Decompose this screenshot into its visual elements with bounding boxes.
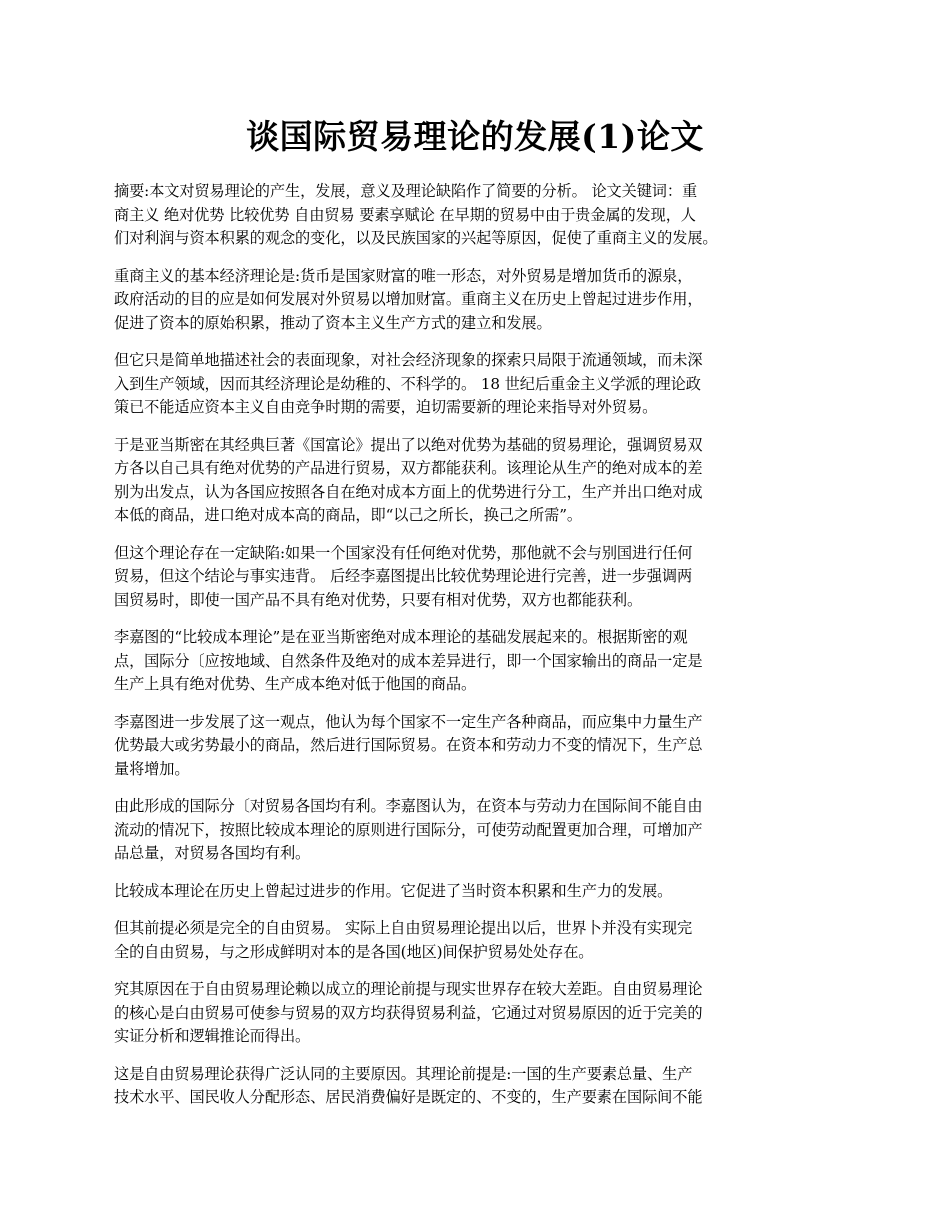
text-line: 量将增加。 [114, 759, 190, 778]
text-line: 由此形成的国际分〔对贸易各国均有利。李嘉图认为，在资本与劳动力在国际间不能自由 [114, 797, 703, 815]
text-line: 比较成本理论在历史上曾起过进步的作用。它促进了当时资本积累和生产力的发展。 [114, 881, 673, 900]
text-line: 究其原因在于自由贸易理论赖以成立的理论前提与现实世界存在较大差距。自由贸易理论 [114, 980, 703, 998]
paragraph-2 [114, 265, 852, 336]
text-line: 李嘉图进一步发展了这一观点，他认为每个国家不一定生产各种商品，而应集中力量生产 [114, 712, 703, 731]
text-line: 优势最大或劣势最小的商品，然后进行国际贸易。在资本和劳动力不变的情况下，生产总 [114, 736, 703, 754]
text-line: 重商主义的基本经济理论是:货币是国家财富的唯一形态，对外贸易是增加货币的源泉， [114, 266, 693, 285]
text-line: 品总量，对贸易各国均有利。 [114, 844, 311, 862]
text-line: 生产上具有绝对优势、生产成本绝对低于他国的商品。 [114, 675, 477, 693]
text-line: 们对利润与资本积累的观念的变化，以及民族国家的兴起等原因，促使了重商主义的发展。 [114, 229, 718, 247]
text-line: 策已不能适应资本主义自由竞争时期的需要，迫切需要新的理论来指导对外贸易。 [114, 398, 658, 416]
paragraph-8 [114, 795, 852, 866]
text-line: 但其前提必须是完全的自由贸易。 实际上自由贸易理论提出以后，世界卜并没有实现完 [114, 919, 693, 937]
text-line: 实证分析和逻辑推论而得出。 [114, 1027, 311, 1045]
paragraph-10 [114, 917, 852, 964]
text-line: 点，国际分〔应按地域、自然条件及绝对的成本差异进行，即一个国家输出的商品一定是 [114, 651, 703, 670]
text-line: 李嘉图的“比较成本理论”是在亚当斯密绝对成本理论的基础发展起来的。根据斯密的观 [114, 628, 688, 646]
text-line: 方各以自己具有绝对优势的产品进行贸易，双方都能获利。该理论从生产的绝对成本的差 [114, 459, 703, 477]
paragraph-3 [114, 349, 852, 420]
paragraph-7 [114, 711, 852, 782]
text-line: 但这个理论存在一定缺陷:如果一个国家没有任何绝对优势，那他就不会与别国进行任何 [114, 543, 693, 562]
text-line: 摘要:本文对贸易理论的产生，发展，意义及理论缺陷作了简要的分析。 论文关键词：重 [114, 182, 698, 200]
text-line: 政府活动的目的应是如何发展对外贸易以增加财富。重商主义在历史上曾起过进步作用， [114, 290, 703, 308]
paragraph-1 [114, 180, 852, 251]
text-line: 技术水平、国民收人分配形态、居民消费偏好是既定的、不变的，生产要素在国际间不能 [114, 1088, 703, 1106]
text-line: 贸易，但这个结论与事实违背。 后经李嘉图提出比较优势理论进行完善，进一步强调两 [114, 567, 693, 585]
text-line: 国贸易时，即使一国产品不具有绝对优势，只要有相对优势，双方也都能获利。 [114, 590, 643, 609]
text-line: 促进了资本的原始积累，推动了资本主义生产方式的建立和发展。 [114, 313, 552, 332]
paragraph-9 [114, 880, 852, 904]
text-line: 别为出发点，认为各国应按照各自在绝对成本方面上的优势进行分工，生产并出口绝对成 [114, 482, 703, 501]
text-line: 商主义 绝对优势 比较优势 自由贸易 要素享赋论 在早期的贸易中由于贵金属的发现，人 [114, 205, 696, 224]
text-line: 全的自由贸易，与之形成鲜明对本的是各国(地区)间保护贸易处处存在。 [114, 942, 594, 961]
text-line: 于是亚当斯密在其经典巨著《国富论》提出了以绝对优势为基础的贸易理论，强调贸易双 [114, 435, 703, 454]
paragraph-6 [114, 626, 852, 697]
text-line: 的核心是白由贸易可使参与贸易的双方均获得贸易利益，它通过对贸易原因的近于完美的 [114, 1003, 703, 1022]
text-line: 这是自由贸易理论获得广泛认同的主要原因。其理论前提是:一国的生产要素总量、生产 [114, 1064, 693, 1083]
paragraph-4 [114, 434, 852, 528]
text-line: 本低的商品，进口绝对成本高的商品，即“以己之所长，换己之所需”。 [114, 506, 582, 524]
document-body [114, 180, 852, 1124]
document-title: 谈国际贸易理论的发展(1)论文 [246, 117, 704, 156]
paragraph-11 [114, 978, 852, 1049]
paragraph-12 [114, 1063, 852, 1110]
text-line: 流动的情况下，按照比较成本理论的原则进行国际分，可使劳动配置更加合理，可增加产 [114, 820, 703, 839]
text-line: 但它只是简单地描述社会的表面现象，对社会经济现象的探索只局限于流通领域，而未深 [114, 351, 703, 369]
text-line: 入到生产领域，因而其经济理论是幼稚的、不科学的。 18 世纪后重金主义学派的理论政 [114, 374, 701, 393]
paragraph-5 [114, 542, 852, 613]
